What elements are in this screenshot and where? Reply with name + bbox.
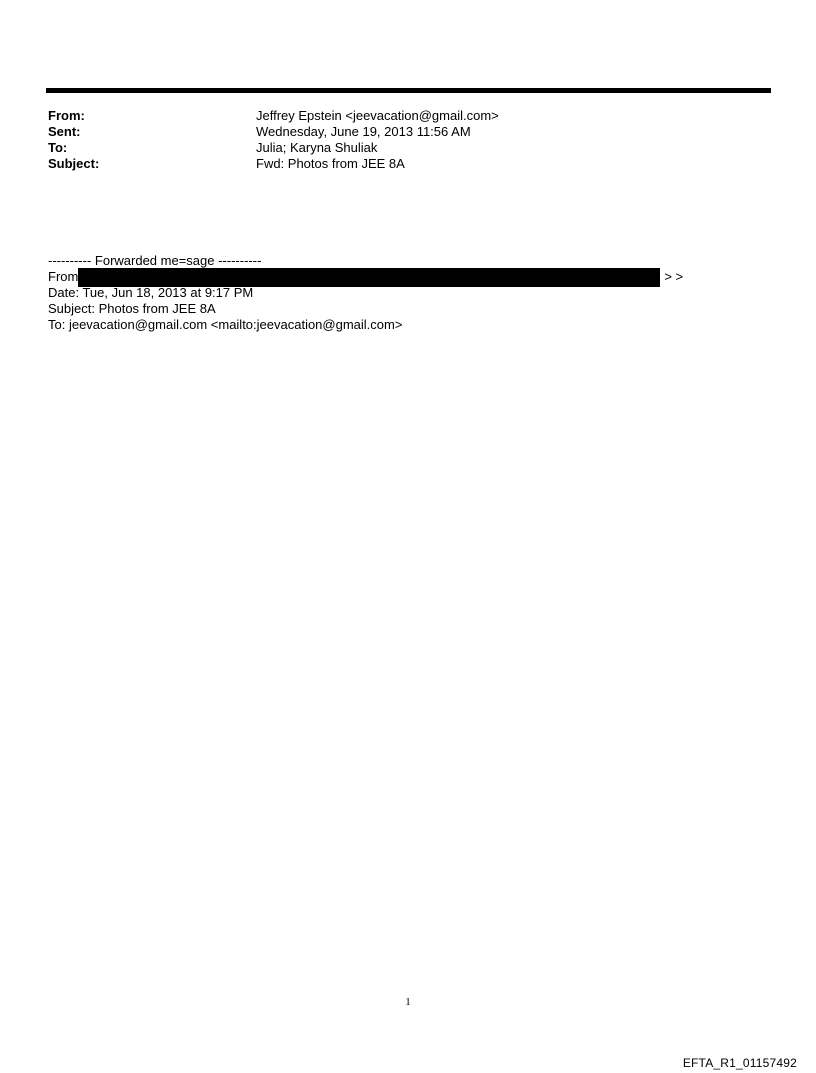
header-label-sent: Sent:	[48, 124, 81, 139]
header-label-to: To:	[48, 140, 68, 155]
forwarded-from-tail: > >	[664, 269, 684, 284]
header-value-sent: Wednesday, June 19, 2013 11:56 AM	[256, 124, 471, 139]
forwarded-from-line	[48, 269, 768, 285]
header-row-from	[48, 108, 748, 124]
header-row-to	[48, 140, 748, 156]
top-rule	[46, 88, 771, 93]
header-value-to: Julia; Karyna Shuliak	[256, 140, 378, 155]
email-header	[48, 108, 748, 172]
header-label-subject: Subject:	[48, 156, 100, 171]
header-value-from: Jeffrey Epstein <jeevacation@gmail.com>	[256, 108, 499, 123]
forwarded-separator: ---------- Forwarded me=sage ----------	[48, 253, 262, 268]
forwarded-from-label: From	[48, 269, 79, 284]
forwarded-to: To: jeevacation@gmail.com <mailto:jeevacation@gmail.com>	[48, 317, 403, 332]
header-row-subject	[48, 156, 748, 172]
page-number: 1	[405, 996, 411, 1008]
forwarded-date: Date: Tue, Jun 18, 2013 at 9:17 PM	[48, 285, 254, 300]
header-label-from: From:	[48, 108, 85, 123]
header-value-subject: Fwd: Photos from JEE 8A	[256, 156, 405, 171]
bates-number: EFTA_R1_01157492	[682, 1056, 797, 1070]
header-row-sent	[48, 124, 748, 140]
forwarded-subject: Subject: Photos from JEE 8A	[48, 301, 216, 316]
forwarded-message	[48, 253, 768, 333]
